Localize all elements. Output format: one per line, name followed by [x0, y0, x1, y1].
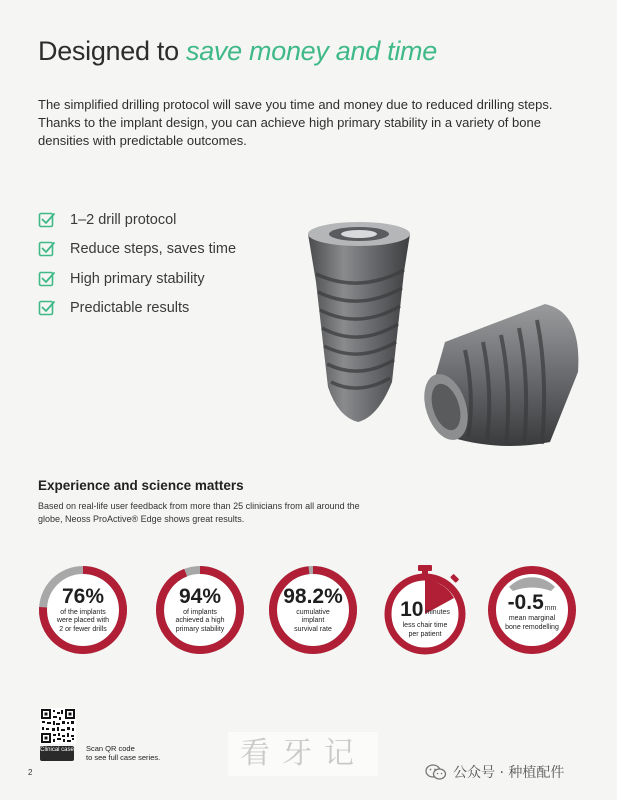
stat-value: 94%	[178, 584, 222, 608]
stat-drill-ring	[38, 565, 128, 655]
scan-qr-line2: to see full case series.	[86, 753, 161, 762]
stat-label: of the implants were placed with 2 or fewer drills	[56, 608, 110, 633]
implant-upright	[308, 222, 410, 422]
checklist-label: 1–2 drill protocol	[70, 211, 177, 228]
stat-stability-ring	[155, 565, 245, 655]
wechat-icon	[425, 764, 447, 780]
stat-chairtime-stopwatch	[380, 565, 470, 655]
stat-value: 76%	[61, 584, 105, 608]
stat-value: 98.2%	[283, 584, 343, 608]
checklist-item	[38, 205, 236, 235]
watermark-right	[425, 762, 564, 782]
clinical-case-badge: Clinical case	[40, 746, 74, 761]
title-accent: save money and time	[186, 36, 437, 66]
watermark-left: 看牙记	[228, 732, 378, 776]
page-title	[38, 36, 437, 67]
title-lead: Designed to	[38, 36, 186, 66]
stat-label: cumulative implant survival rate	[294, 608, 332, 633]
checkbox-check-icon	[38, 240, 56, 258]
scan-qr-line1: Scan QR code	[86, 744, 135, 753]
stat-survival-ring	[268, 565, 358, 655]
watermark-right-text: 公众号 · 种植配件	[453, 765, 565, 781]
stat-label: less chair time per patient	[402, 622, 448, 638]
stat-bone-ring	[487, 565, 577, 655]
stat-value: 10	[400, 598, 424, 621]
checklist-label: Reduce steps, saves time	[70, 241, 237, 258]
section-text: Based on real-life user feedback from more than 25 clinicians from all around the globe, Neoss ProActive® Edge shows great results.	[38, 501, 360, 524]
stat-label: mean marginal bone remodelling	[505, 615, 559, 631]
qr-code-icon[interactable]	[40, 708, 76, 744]
stat-label: of implants achieved a high primary stability	[175, 608, 225, 633]
page-number: 2	[28, 768, 33, 777]
checkbox-check-icon	[38, 270, 56, 288]
checklist-label: Predictable results	[70, 300, 190, 317]
checklist-item	[38, 235, 236, 265]
checklist-item	[38, 264, 236, 294]
implant-lying	[416, 304, 578, 446]
section-title: Experience and science matters	[38, 478, 244, 493]
checklist-label: High primary stability	[70, 270, 205, 287]
checkbox-check-icon	[38, 299, 56, 317]
stat-value: -0.5	[507, 591, 544, 614]
checklist-item	[38, 294, 236, 324]
scan-qr-text	[86, 744, 160, 762]
dental-implant-image	[300, 212, 590, 457]
feature-checklist	[38, 205, 236, 323]
checkbox-check-icon	[38, 211, 56, 229]
stat-unit: minutes	[425, 609, 450, 616]
intro-paragraph: The simplified drilling protocol will save you time and money due to reduced drilling steps. Thanks to the implant design, you can achieve high primary stability in a variety of bone densities with predictable outcomes.	[38, 97, 553, 148]
stat-unit: mm	[544, 605, 557, 612]
